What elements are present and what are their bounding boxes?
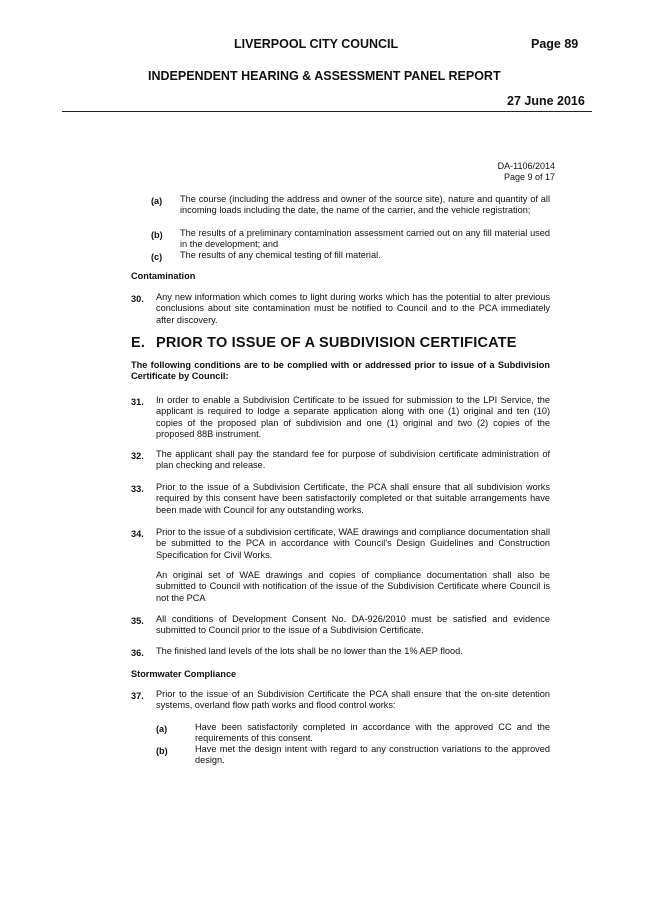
condition-number: 34. xyxy=(131,529,144,539)
stormwater-heading: Stormwater Compliance xyxy=(131,669,237,679)
section-letter: E. xyxy=(131,335,146,351)
da-reference: DA-1106/2014 xyxy=(497,161,555,171)
condition-number: 31. xyxy=(131,397,144,407)
condition-number: 35. xyxy=(131,616,144,626)
condition-number: 33. xyxy=(131,484,144,494)
report-date: 27 June 2016 xyxy=(507,94,585,108)
list-item: Have been satisfactorily completed in accordance with the approved CC and the requirements of this consent. xyxy=(195,722,550,744)
list-label: (b) xyxy=(156,746,168,756)
list-label: (a) xyxy=(151,196,163,206)
section-title: PRIOR TO ISSUE OF A SUBDIVISION CERTIFICATE xyxy=(156,335,517,351)
condition-number: 32. xyxy=(131,451,144,461)
condition-number: 36. xyxy=(131,648,144,658)
header-divider xyxy=(62,111,592,112)
condition-text: The finished land levels of the lots shall be no lower than the 1% AEP flood. xyxy=(156,646,463,656)
contamination-heading: Contamination xyxy=(131,271,196,281)
section-intro: The following conditions are to be complied with or addressed prior to issue of a Subdivision Certificate by Council: xyxy=(131,360,550,382)
page-of: Page 9 of 17 xyxy=(503,172,555,182)
condition-text-continued: An original set of WAE drawings and copies of compliance documentation shall also be submitted to Council with notification of the issue of the Subdivision Certificate where Council is not the PCA xyxy=(156,570,550,603)
page-number: Page 89 xyxy=(531,37,579,51)
list-label: (a) xyxy=(156,724,168,734)
condition-text: Prior to the issue of a subdivision certificate, WAE drawings and compliance documentation shall be submitted to the PCA in accordance with Council's Design Guidelines and Construction Specification for Civil Works. xyxy=(156,527,550,560)
condition-text: In order to enable a Subdivision Certificate to be issued for submission to the LPI Service, the applicant is required to lodge a separate application along with one (1) original and ten (10) copies of the proposed plan of subdivision and one (1) original and two (2) copies of the proposed 88B instrument. xyxy=(156,395,550,440)
condition-text: The applicant shall pay the standard fee for purpose of subdivision certificate administration of plan checking and release. xyxy=(156,449,550,471)
list-label: (b) xyxy=(151,230,163,240)
condition-number: 37. xyxy=(131,691,144,701)
list-item: The course (including the address and owner of the source site), nature and quantity of all incoming loads including the date, the name of the carrier, and the vehicle registration; xyxy=(180,194,550,216)
list-label: (c) xyxy=(151,252,163,262)
condition-text: All conditions of Development Consent No. DA-926/2010 must be satisfied and evidence submitted to Council prior to the issue of a Subdivision Certificate. xyxy=(156,614,550,636)
condition-text: Prior to the issue of an Subdivision Certificate the PCA shall ensure that the on-site detention systems, overland flow path works and flood control works: xyxy=(156,689,550,711)
list-item: The results of any chemical testing of fill material. xyxy=(180,250,381,260)
condition-number: 30. xyxy=(131,294,144,304)
condition-text: Any new information which comes to light during works which has the potential to alter previous conclusions about site contamination must be notified to Council and to the PCA immediately after discovery. xyxy=(156,292,550,325)
condition-text: Prior to the issue of a Subdivision Certificate, the PCA shall ensure that all subdivision works required by this consent have been satisfactorily completed or that suitable arrangements have been made with Council for any outstanding works. xyxy=(156,482,550,515)
report-title: INDEPENDENT HEARING & ASSESSMENT PANEL REPORT xyxy=(148,69,501,83)
list-item: The results of a preliminary contamination assessment carried out on any fill material used in the development; and xyxy=(180,228,550,250)
list-item: Have met the design intent with regard to any construction variations to the approved design. xyxy=(195,744,550,766)
council-name: LIVERPOOL CITY COUNCIL xyxy=(234,37,399,51)
